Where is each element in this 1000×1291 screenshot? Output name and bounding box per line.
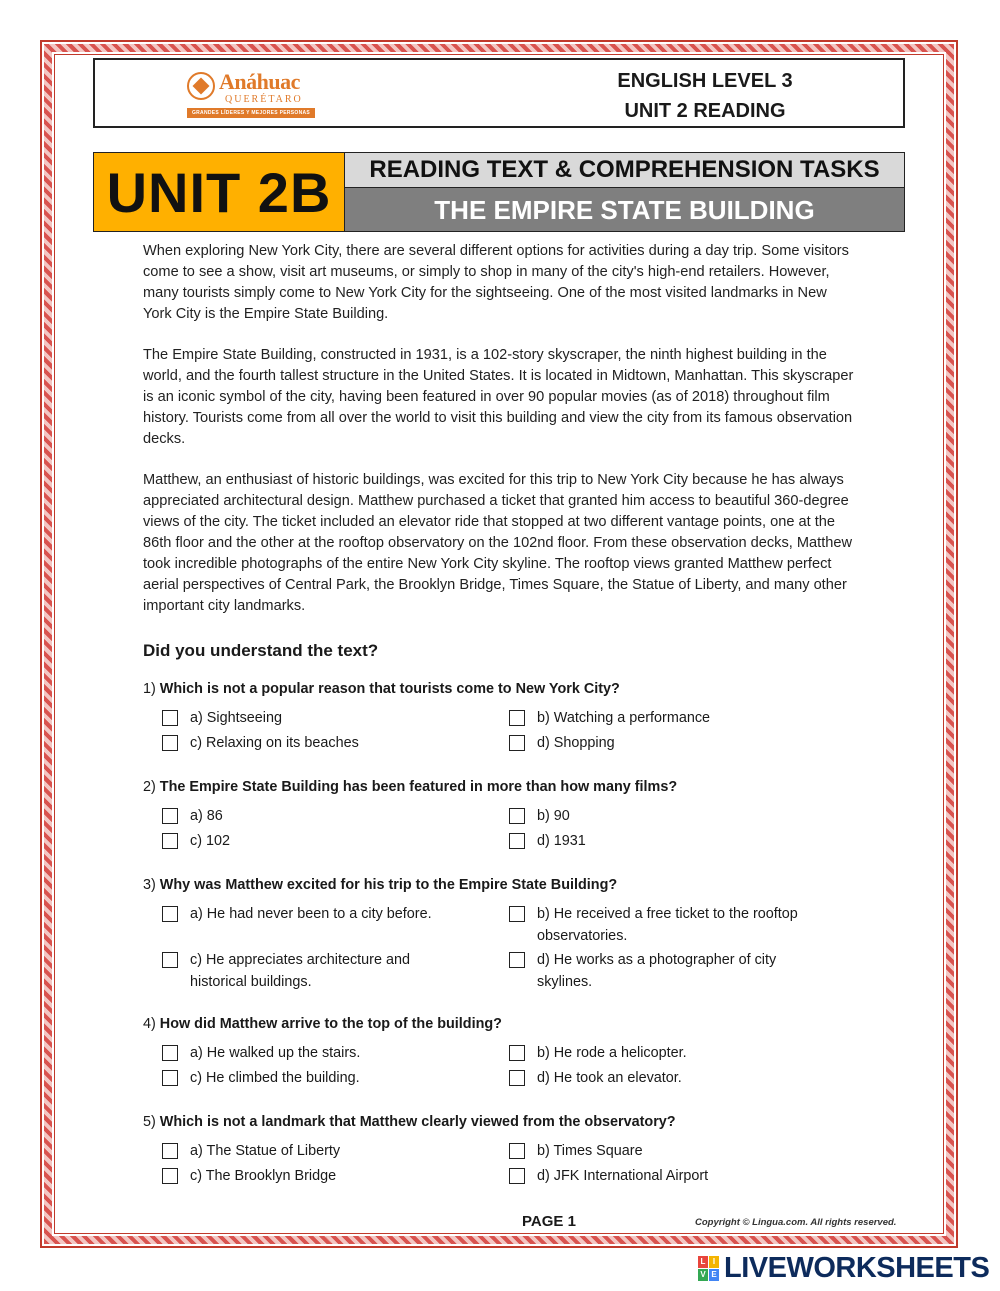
option-label: b) Watching a performance — [537, 710, 711, 726]
question-number: 5) — [143, 1114, 156, 1130]
option-label: a) He walked up the stairs. — [190, 1045, 361, 1061]
option-label: d) 1931 — [537, 833, 586, 849]
option-label: b) 90 — [537, 808, 570, 824]
logo-cell-i: I — [709, 1256, 719, 1268]
option-label: c) He appreciates architecture and historical buildings. — [190, 952, 410, 990]
question-text: How did Matthew arrive to the top of the building? — [159, 1016, 502, 1032]
option-label: d) He works as a photographer of city skylines. — [537, 952, 777, 990]
checkbox[interactable] — [509, 1168, 525, 1184]
option-label: d) Shopping — [537, 735, 615, 751]
question-number: 4) — [143, 1016, 156, 1032]
checkbox[interactable] — [162, 1070, 178, 1086]
anahuac-logo — [187, 66, 322, 122]
option-label: b) Times Square — [537, 1143, 643, 1159]
checkbox[interactable] — [509, 833, 525, 849]
option-label: a) The Statue of Liberty — [190, 1143, 341, 1159]
reading-title: THE EMPIRE STATE BUILDING — [345, 188, 905, 232]
course-level: ENGLISH LEVEL 3 — [617, 70, 793, 92]
question-number: 1) — [143, 681, 156, 697]
reading-paragraph-1: When exploring New York City, there are several different options for activities during a day trip. Some visitors come to see a show, visit art museums, or simply to shop in many of the city's high-end retailers. However, many tourists simply come to New York City for the sightseeing. One of the most visited landmarks in New York City is the Empire State Building. — [143, 243, 849, 322]
liveworksheets-logo-icon — [698, 1256, 720, 1282]
question-text: Which is not a landmark that Matthew clearly viewed from the observatory? — [159, 1114, 676, 1130]
question-4 — [143, 1016, 502, 1032]
option-label: a) Sightseeing — [190, 710, 283, 726]
logo-cell-e: E — [709, 1269, 719, 1281]
checkbox[interactable] — [162, 1168, 178, 1184]
liveworksheets-text: LIVEWORKSHEETS — [724, 1252, 990, 1284]
question-5 — [143, 1114, 676, 1130]
logo-emblem-icon — [187, 72, 215, 100]
option-label: b) He rode a helicopter. — [537, 1045, 687, 1061]
logo-tagline: GRANDES LÍDERES Y MEJORES PERSONAS — [187, 108, 315, 118]
header-box — [93, 58, 905, 128]
unit-badge — [93, 152, 345, 232]
question-text: Which is not a popular reason that tourists come to New York City? — [159, 681, 620, 697]
option-label: a) He had never been to a city before. — [190, 906, 432, 922]
course-unit: UNIT 2 READING — [624, 100, 786, 122]
option-label: b) He received a free ticket to the rooftop observatories. — [537, 906, 798, 944]
checkbox[interactable] — [509, 1070, 525, 1086]
reading-paragraph-2: The Empire State Building, constructed in 1931, is a 102-story skyscraper, the ninth highest building in the world, and the fourth tallest structure in the United States. It is located in Midtown, Manhattan. This skyscraper is an iconic symbol of the city, having been featured in over 90 popular movies (as of 2018) throughout film history. Tourists come from all over the world to visit this building and view the city from its famous observation decks. — [143, 347, 854, 447]
logo-cell-l: L — [698, 1256, 708, 1268]
checkbox[interactable] — [509, 1143, 525, 1159]
page-number: PAGE 1 — [522, 1213, 576, 1230]
checkbox[interactable] — [162, 1143, 178, 1159]
checkbox[interactable] — [509, 1045, 525, 1061]
checkbox[interactable] — [509, 808, 525, 824]
question-text: The Empire State Building has been featured in more than how many films? — [159, 779, 678, 795]
option-label: c) The Brooklyn Bridge — [190, 1168, 337, 1184]
logo-name: Anáhuac — [219, 69, 300, 94]
question-text: Why was Matthew excited for his trip to the Empire State Building? — [159, 877, 618, 893]
checkbox[interactable] — [509, 906, 525, 922]
unit-label: UNIT 2B — [106, 161, 332, 224]
option-label: a) 86 — [190, 808, 223, 824]
logo-cell-v: V — [698, 1269, 708, 1281]
question-3 — [143, 877, 617, 893]
option-label: c) Relaxing on its beaches — [190, 735, 359, 751]
option-label: d) He took an elevator. — [537, 1070, 682, 1086]
checkbox[interactable] — [509, 710, 525, 726]
checkbox[interactable] — [162, 906, 178, 922]
checkbox[interactable] — [162, 735, 178, 751]
option-label: c) He climbed the building. — [190, 1070, 360, 1086]
question-1 — [143, 681, 620, 697]
checkbox[interactable] — [509, 952, 525, 968]
copyright-notice: Copyright © Lingua.com. All rights reserved. — [695, 1217, 897, 1228]
reading-paragraph-3: Matthew, an enthusiast of historic buildings, was excited for this trip to New York City because he has always appreciated architectural design. Matthew purchased a ticket that granted him access to beautiful 360-degree views of the city. The ticket included an elevator ride that stopped at two different vantage points, one at the 86th floor and the other at the rooftop observatory on the 102nd floor. From these observation decks, Matthew took incredible photographs of the entire New York City skyline. The rooftop views granted Matthew perfect aerial perspectives of Central Park, the Brooklyn Bridge, Times Square, the Statue of Liberty, and many other important city landmarks. — [143, 472, 853, 614]
checkbox[interactable] — [162, 833, 178, 849]
course-info — [575, 66, 835, 126]
checkbox[interactable] — [509, 735, 525, 751]
option-label: d) JFK International Airport — [537, 1168, 709, 1184]
checkbox[interactable] — [162, 1045, 178, 1061]
checkbox[interactable] — [162, 710, 178, 726]
question-number: 2) — [143, 779, 156, 795]
option-label: c) 102 — [190, 833, 230, 849]
question-number: 3) — [143, 877, 156, 893]
checkbox[interactable] — [162, 952, 178, 968]
quiz-heading: Did you understand the text? — [143, 641, 379, 660]
logo-subtitle: QUERÉTARO — [225, 94, 303, 105]
question-2 — [143, 779, 677, 795]
section-title: READING TEXT & COMPREHENSION TASKS — [345, 152, 905, 188]
checkbox[interactable] — [162, 808, 178, 824]
